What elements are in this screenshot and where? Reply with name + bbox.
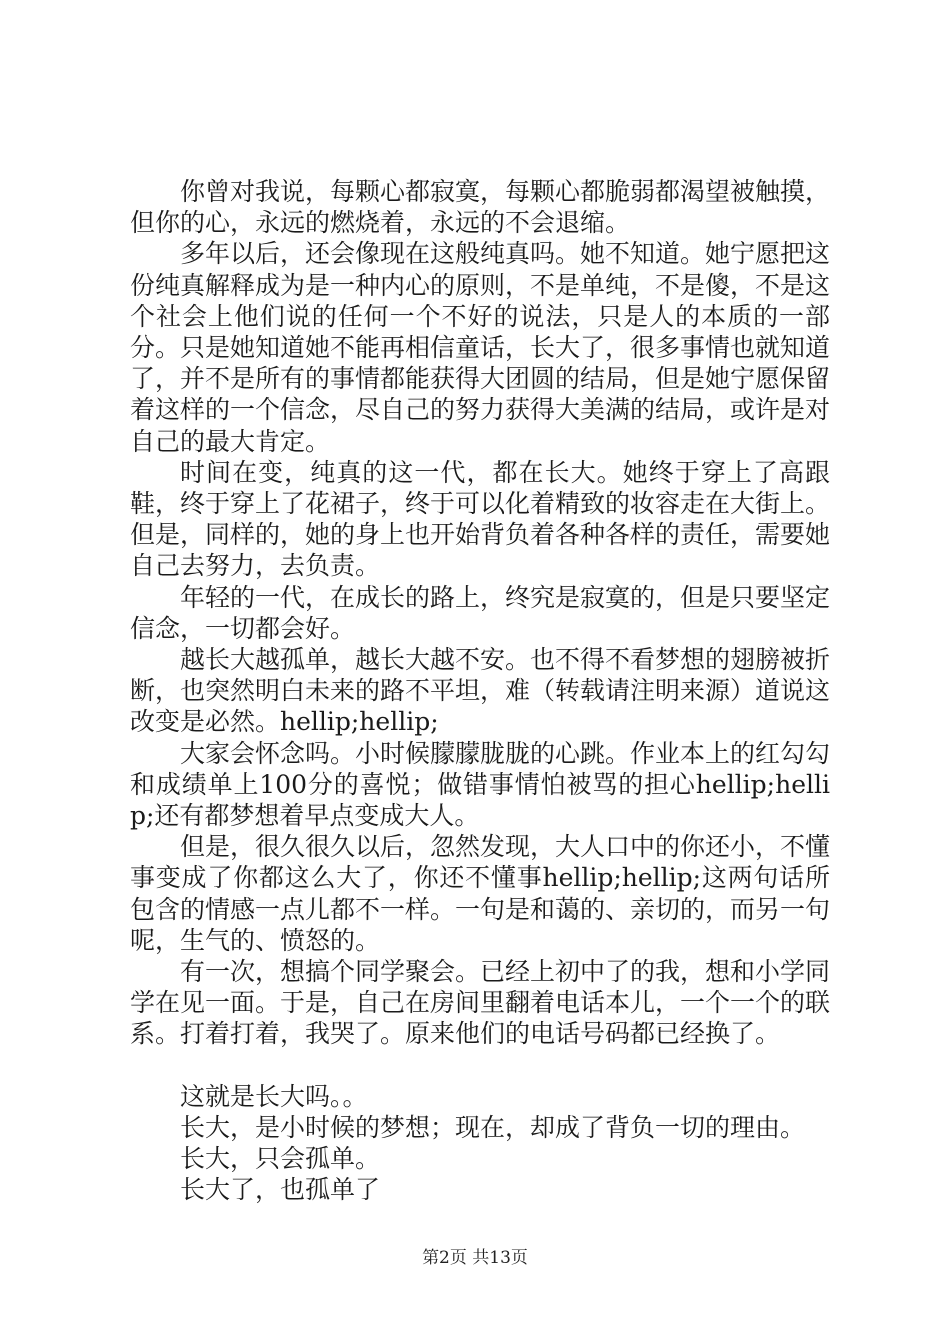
closing-line-3: 长大，只会孤单。: [180, 1144, 381, 1174]
paragraph-4: 年轻的一代，在成长的路上，终究是寂寞的，但是只要坚定信念，一切都会好。: [130, 582, 831, 643]
page-number-footer: 第2页 共13页: [422, 1248, 528, 1268]
paragraph-6: 大家会怀念吗。小时候朦朦胧胧的心跳。作业本上的红勾勾和成绩单上100分的喜悦；做错事情怕被骂的担心hellip;hellip;还有都梦想着早点变成大人。: [130, 738, 831, 831]
paragraph-spacer: [130, 1050, 830, 1081]
paragraph-2: 多年以后，还会像现在这般纯真吗。她不知道。她宁愿把这份纯真解释成为是一种内心的原则，不是单纯，不是傻，不是这个社会上他们说的任何一个不好的说法，只是人的本质的一部分。只是她知道她不能再相信童话，长大了，很多事情也就知道了，并不是所有的事情都能获得大团圆的结局，但是她宁愿保留着这样的一个信念，尽自己的努力获得大美满的结局，或许是对自己的最大肯定。: [130, 239, 831, 456]
document-body: [130, 176, 830, 1206]
paragraph-5: 越长大越孤单，越长大越不安。也不得不看梦想的翅膀被折断，也突然明白未来的路不平坦，难（转载请注明来源）道说这改变是必然。hellip;hellip;: [130, 645, 831, 737]
paragraph-8: 有一次，想搞个同学聚会。已经上初中了的我，想和小学同学在见一面。于是，自己在房间里翻着电话本儿，一个一个的联系。打着打着，我哭了。原来他们的电话号码都已经换了。: [130, 957, 831, 1049]
closing-line-2: 长大，是小时候的梦想；现在，却成了背负一切的理由。: [180, 1112, 806, 1142]
paragraph-7: 但是，很久很久以后，忽然发现，大人口中的你还小，不懂事变成了你都这么大了，你还不懂事hellip;hellip;这两句话所包含的情感一点儿都不一样。一句是和蔼的、亲切的，而另一句呢，生气的、愤怒的。: [130, 832, 831, 955]
paragraph-3: 时间在变，纯真的这一代，都在长大。她终于穿上了高跟鞋，终于穿上了花裙子，终于可以化着精致的妆容走在大街上。但是，同样的，她的身上也开始背负着各种各样的责任，需要她自己去努力，去负责。: [130, 457, 831, 581]
closing-line-4: 长大了，也孤单了: [180, 1175, 381, 1205]
closing-line-1: 这就是长大吗。。: [180, 1081, 368, 1111]
paragraph-1: 你曾对我说，每颗心都寂寞，每颗心都脆弱都渴望被触摸，但你的心，永远的燃烧着，永远的不会退缩。: [130, 177, 831, 238]
